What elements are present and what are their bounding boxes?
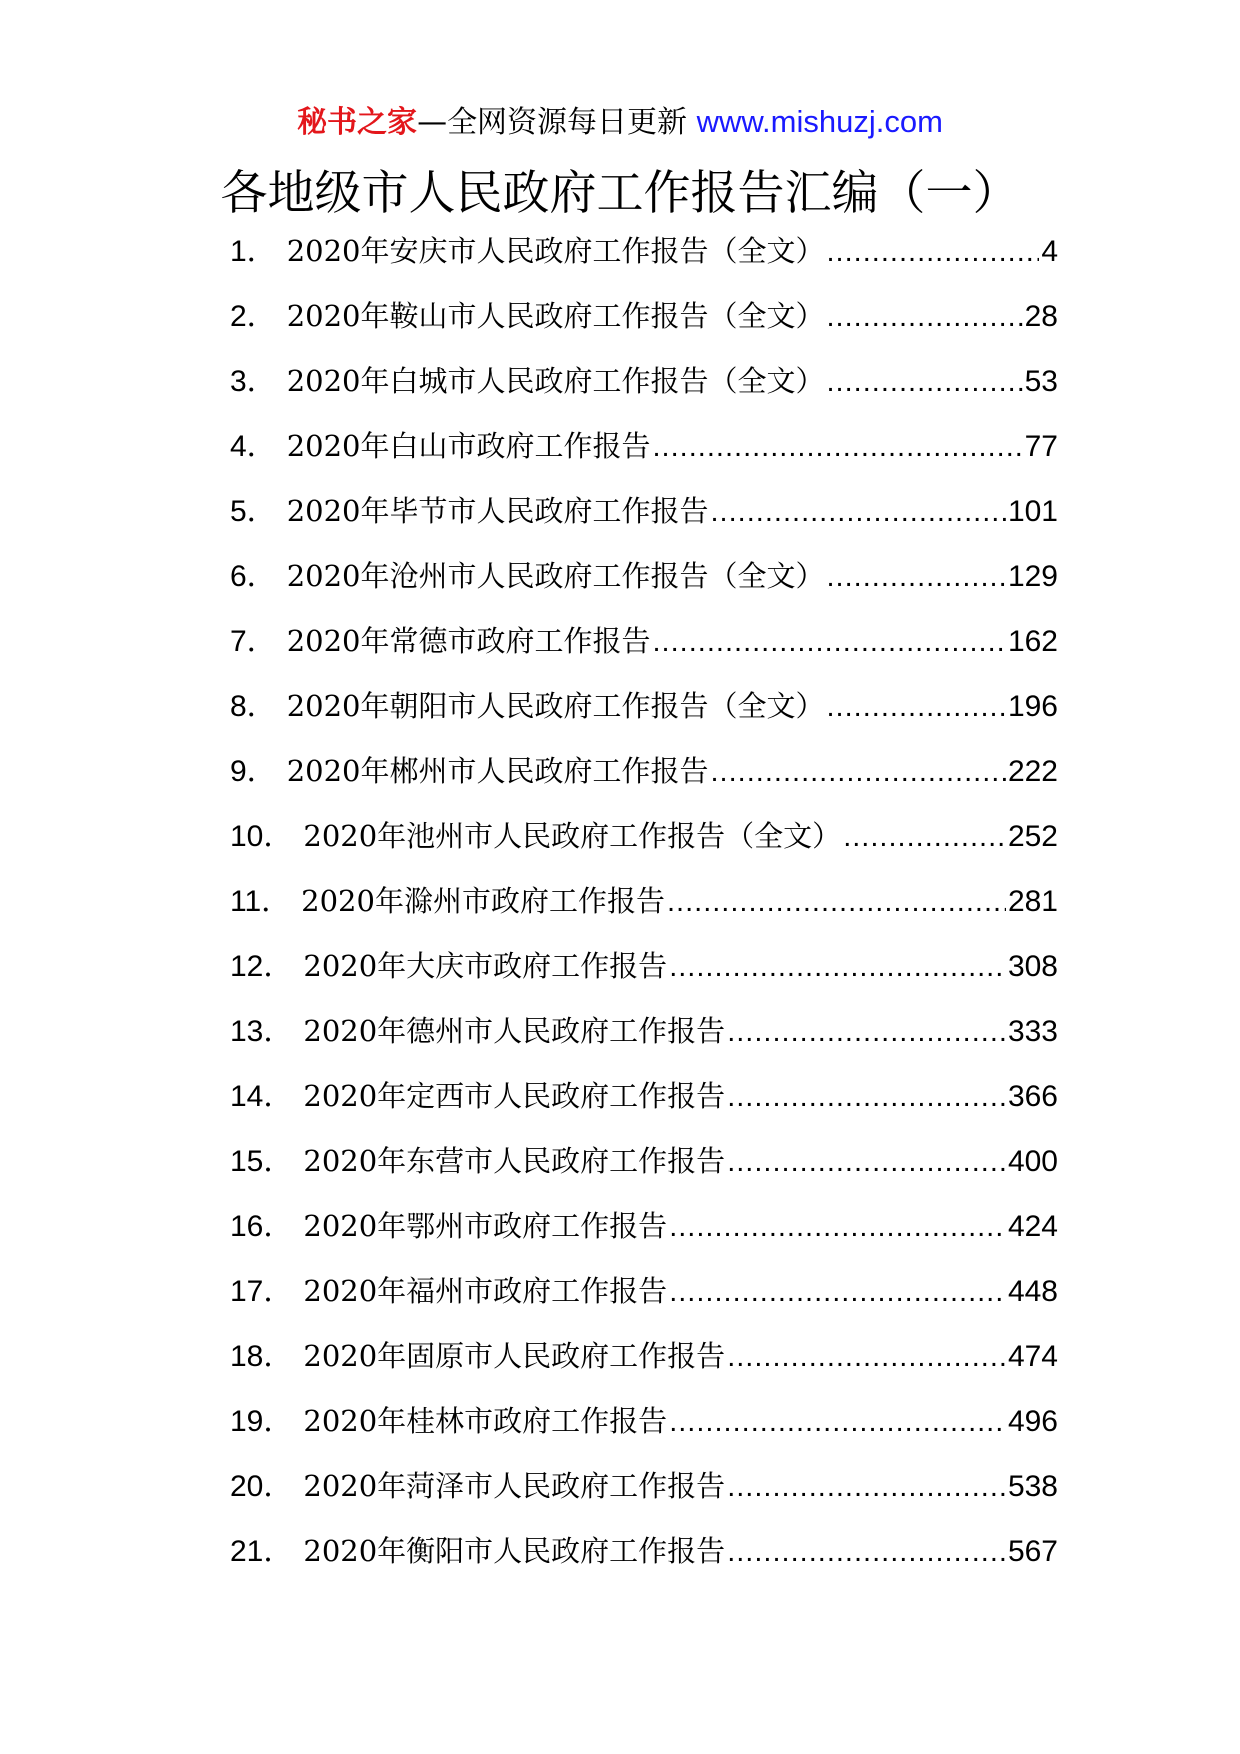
toc-entry-21[interactable] (230, 1526, 1058, 1591)
toc-entry-title: 2020年东营市人民政府工作报告 (303, 1144, 726, 1178)
toc-entry-5[interactable] (230, 486, 1058, 551)
toc-dot-leader (727, 1137, 1006, 1187)
toc-entry-page-number: 4 (1041, 235, 1058, 268)
toc-entry-title: 2020年白山市政府工作报告 (286, 429, 651, 463)
toc-entry-title: 2020年桂林市政府工作报告 (303, 1404, 668, 1438)
toc-entry-number: 17． (230, 1275, 294, 1308)
toc-entry-number: 5． (230, 495, 277, 528)
toc-dot-leader (727, 1332, 1006, 1382)
toc-entry-page-number: 281 (1007, 885, 1058, 918)
toc-entry-title: 2020年福州市政府工作报告 (303, 1274, 668, 1308)
toc-entry-page-number: 222 (1007, 755, 1058, 788)
toc-entry-16[interactable] (230, 1201, 1058, 1266)
toc-dot-leader (843, 812, 1006, 862)
toc-dot-leader (669, 1397, 1006, 1447)
toc-entry-page-number: 424 (1007, 1210, 1058, 1243)
toc-entry-page-number: 538 (1007, 1470, 1058, 1503)
toc-entry-page-number: 252 (1007, 820, 1058, 853)
toc-dot-leader (827, 552, 1006, 602)
toc-entry-number: 9． (230, 755, 277, 788)
toc-entry-number: 2． (230, 300, 277, 333)
toc-entry-page-number: 567 (1007, 1535, 1058, 1568)
toc-entry-18[interactable] (230, 1331, 1058, 1396)
toc-entry-2[interactable] (230, 291, 1058, 356)
toc-dot-leader (653, 422, 1023, 472)
toc-entry-title: 2020年鞍山市人民政府工作报告（全文） (286, 299, 825, 333)
toc-entry-title: 2020年安庆市人民政府工作报告（全文） (286, 234, 825, 268)
toc-entry-page-number: 496 (1007, 1405, 1058, 1438)
toc-entry-number: 18． (230, 1340, 294, 1373)
toc-dot-leader (827, 357, 1023, 407)
toc-entry-page-number: 53 (1024, 365, 1058, 398)
toc-entry-number: 6． (230, 560, 277, 593)
toc-entry-15[interactable] (230, 1136, 1058, 1201)
toc-entry-number: 13． (230, 1015, 294, 1048)
toc-entry-10[interactable] (230, 811, 1058, 876)
toc-entry-8[interactable] (230, 681, 1058, 746)
toc-entry-title: 2020年菏泽市人民政府工作报告 (303, 1469, 726, 1503)
toc-entry-page-number: 28 (1024, 300, 1058, 333)
toc-entry-19[interactable] (230, 1396, 1058, 1461)
toc-dot-leader (711, 747, 1006, 797)
toc-entry-number: 3． (230, 365, 277, 398)
site-url-link[interactable]: www.mishuzj.com (696, 104, 943, 139)
toc-entry-7[interactable] (230, 616, 1058, 681)
toc-entry-page-number: 448 (1007, 1275, 1058, 1308)
toc-entry-9[interactable] (230, 746, 1058, 811)
toc-dot-leader (727, 1527, 1006, 1577)
toc-entry-17[interactable] (230, 1266, 1058, 1331)
toc-entry-title: 2020年定西市人民政府工作报告 (303, 1079, 726, 1113)
toc-entry-page-number: 129 (1007, 560, 1058, 593)
brand-name: 秘书之家 (297, 105, 418, 140)
toc-dot-leader (727, 1007, 1006, 1057)
toc-entry-12[interactable] (230, 941, 1058, 1006)
toc-entry-title: 2020年滁州市政府工作报告 (301, 884, 665, 918)
toc-entry-13[interactable] (230, 1006, 1058, 1071)
toc-entry-number: 7． (230, 625, 277, 658)
toc-entry-page-number: 196 (1007, 690, 1058, 723)
toc-entry-page-number: 333 (1007, 1015, 1058, 1048)
toc-entry-title: 2020年沧州市人民政府工作报告（全文） (286, 559, 825, 593)
toc-entry-title: 2020年常德市政府工作报告 (286, 624, 651, 658)
toc-entry-title: 2020年德州市人民政府工作报告 (303, 1014, 726, 1048)
toc-entry-page-number: 308 (1007, 950, 1058, 983)
toc-entry-page-number: 366 (1007, 1080, 1058, 1113)
toc-entry-4[interactable] (230, 421, 1058, 486)
toc-dot-leader (727, 1462, 1006, 1512)
table-of-contents (230, 226, 1058, 1591)
toc-entry-title: 2020年固原市人民政府工作报告 (303, 1339, 726, 1373)
toc-entry-number: 8． (230, 690, 277, 723)
toc-entry-11[interactable] (230, 876, 1058, 941)
toc-entry-title: 2020年池州市人民政府工作报告（全文） (303, 819, 842, 853)
site-header (0, 100, 1240, 145)
toc-entry-title: 2020年郴州市人民政府工作报告 (286, 754, 709, 788)
toc-entry-page-number: 474 (1007, 1340, 1058, 1373)
toc-entry-3[interactable] (230, 356, 1058, 421)
site-tagline: —全网资源每日更新 (417, 105, 688, 140)
toc-entry-number: 20． (230, 1470, 294, 1503)
toc-entry-number: 16． (230, 1210, 294, 1243)
toc-dot-leader (727, 1072, 1006, 1122)
toc-entry-number: 14． (230, 1080, 294, 1113)
toc-entry-title: 2020年鄂州市政府工作报告 (303, 1209, 668, 1243)
toc-dot-leader (667, 877, 1006, 927)
toc-dot-leader (711, 487, 1006, 537)
toc-entry-title: 2020年朝阳市人民政府工作报告（全文） (286, 689, 825, 723)
toc-entry-number: 4． (230, 430, 277, 463)
toc-dot-leader (653, 617, 1006, 667)
toc-entry-number: 19． (230, 1405, 294, 1438)
toc-entry-title: 2020年毕节市人民政府工作报告 (286, 494, 709, 528)
toc-entry-page-number: 400 (1007, 1145, 1058, 1178)
toc-entry-number: 1． (230, 235, 277, 268)
toc-entry-number: 21． (230, 1535, 294, 1568)
toc-dot-leader (669, 1267, 1006, 1317)
toc-entry-number: 11． (230, 885, 292, 918)
toc-dot-leader (827, 292, 1023, 342)
toc-entry-20[interactable] (230, 1461, 1058, 1526)
toc-entry-title: 2020年大庆市政府工作报告 (303, 949, 668, 983)
toc-entry-page-number: 162 (1007, 625, 1058, 658)
toc-dot-leader (669, 1202, 1006, 1252)
toc-entry-page-number: 101 (1007, 495, 1058, 528)
toc-dot-leader (669, 942, 1006, 992)
toc-entry-6[interactable] (230, 551, 1058, 616)
toc-entry-page-number: 77 (1024, 430, 1058, 463)
toc-entry-title: 2020年衡阳市人民政府工作报告 (303, 1534, 726, 1568)
document-title: 各地级市人民政府工作报告汇编（一） (220, 166, 1020, 221)
toc-entry-number: 15． (230, 1145, 294, 1178)
toc-entry-14[interactable] (230, 1071, 1058, 1136)
toc-entry-title: 2020年白城市人民政府工作报告（全文） (286, 364, 825, 398)
toc-entry-number: 10． (230, 820, 294, 853)
toc-entry-1[interactable] (230, 226, 1058, 291)
toc-dot-leader (827, 227, 1040, 277)
toc-dot-leader (827, 682, 1006, 732)
toc-entry-number: 12． (230, 950, 294, 983)
